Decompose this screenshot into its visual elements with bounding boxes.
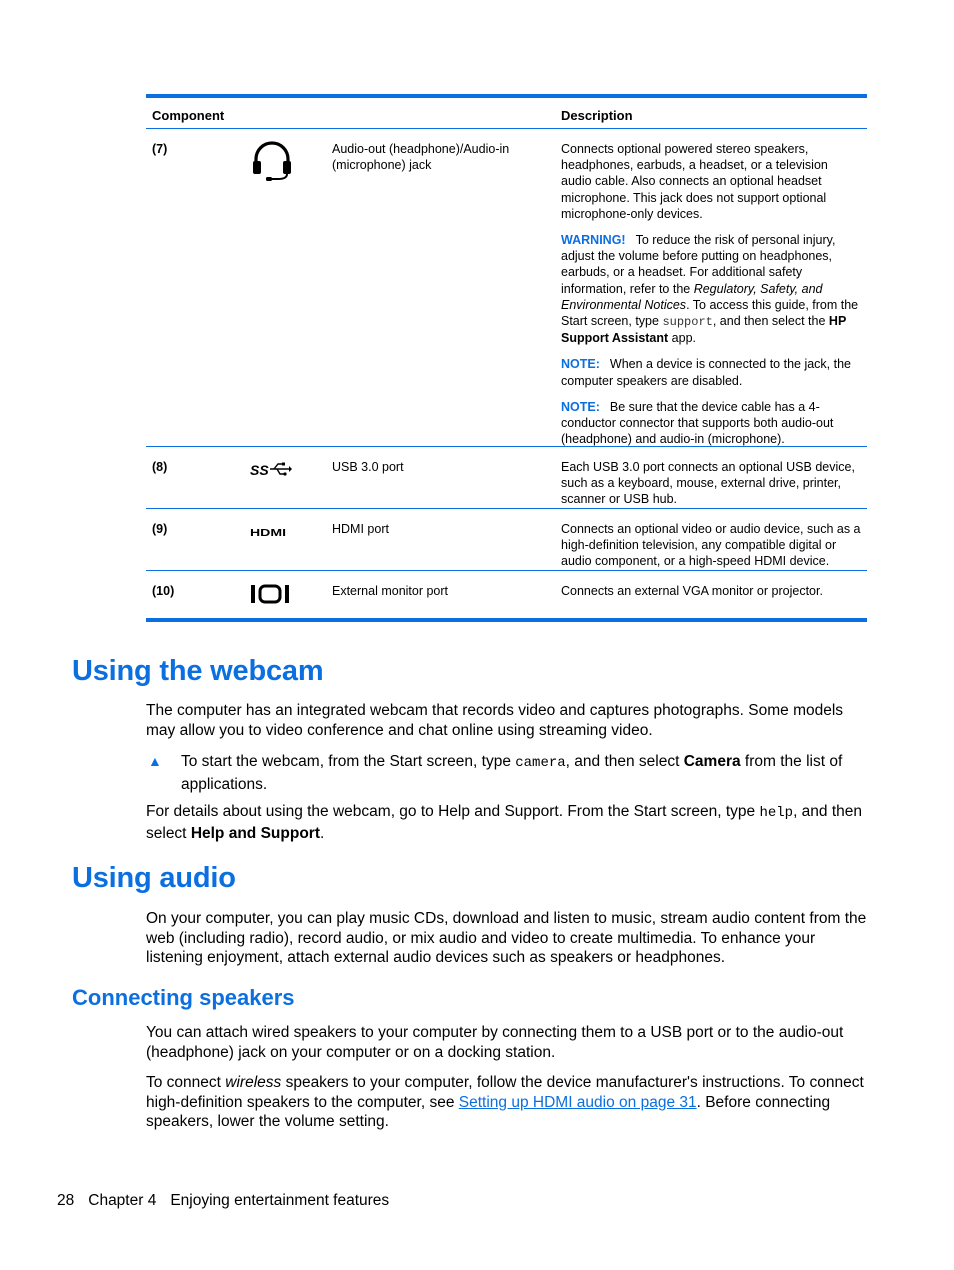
help-text: For details about using the webcam, go to Help and Support. From the Start screen, type (146, 803, 760, 820)
svg-text:HDMI: HDMI (250, 528, 287, 537)
speakers-text: To connect (146, 1074, 226, 1091)
instruction-code: camera (515, 755, 566, 771)
page-footer (57, 1192, 403, 1210)
component-description: Connects an external VGA monitor or projector. (561, 584, 823, 598)
instruction-text (181, 751, 871, 795)
table-bottom-rule (146, 618, 867, 622)
component-name: Audio-out (headphone)/Audio-in (microphone) jack (332, 142, 510, 173)
table-row (146, 571, 867, 620)
warning-code: support (662, 315, 713, 330)
warning-text: To reduce the risk of personal injury, adjust the volume before putting on headphones, earbuds, or a headset. For additional safety information, refer to the (561, 233, 836, 296)
usb-superspeed-icon (250, 461, 292, 483)
heading-connecting-speakers: Connecting speakers (72, 985, 295, 1010)
warning-text-2: . To access this guide, from the Start screen, type (561, 297, 859, 329)
row-number: (9) (152, 522, 168, 536)
hdmi-icon (250, 525, 288, 541)
speakers-text: . Before connecting speakers, lower the volume setting. (146, 1093, 831, 1131)
row-number: (10) (152, 584, 175, 598)
page-number: 28 (57, 1192, 75, 1209)
warning-note (561, 232, 861, 346)
heading-using-audio: Using audio (72, 862, 236, 894)
triangle-bullet-icon: ▲ (148, 753, 162, 769)
warning-text-4: app. (668, 331, 696, 346)
speakers-text: speakers to your computer, follow the device manufacturer's instructions. To connect high-definition speakers to the computer, see (146, 1074, 864, 1111)
components-table (146, 94, 867, 620)
warning-italic: Regulatory, Safety, and Environmental Notices (561, 281, 823, 312)
speakers-italic: wireless (225, 1074, 282, 1091)
instruction-part: from the list of applications. (181, 753, 843, 793)
note-text: When a device is connected to the jack, the computer speakers are disabled. (561, 357, 852, 388)
note-2 (561, 399, 861, 448)
component-name: USB 3.0 port (332, 460, 404, 474)
heading-using-webcam: Using the webcam (72, 655, 324, 687)
header-description: Description (561, 108, 633, 123)
note-1 (561, 356, 861, 388)
table-row (146, 447, 867, 509)
external-monitor-icon (250, 583, 290, 609)
note-label: NOTE: (561, 399, 600, 414)
note-text: Be sure that the device cable has a 4-conductor connector that supports both audio-out (headphone) and audio-in (microphone). (561, 399, 834, 447)
help-bold: Help and Support (190, 824, 320, 842)
audio-paragraph: On your computer, you can play music CDs, download and listen to music, stream audio content from the web (including radio), record audio, or mix audio and video to create multimedia. To enhance your listening enjoyment, attach external audio devices such as speakers or headphones. (146, 910, 867, 967)
table-header (146, 98, 867, 129)
webcam-paragraph: The computer has an integrated webcam that records video and captures photographs. Some models may allow you to video conference and chat online using streaming video. (146, 702, 844, 739)
header-component: Component (152, 108, 225, 123)
description-text: Connects optional powered stereo speakers, headphones, earbuds, a headset, or a television audio cable. Also connects an optional headset microphone. This jack does not support optional microphone-only devices. (561, 142, 828, 221)
table-row (146, 509, 867, 571)
help-text: . (319, 824, 325, 842)
warning-text-3: , and then select the (712, 314, 829, 329)
instruction-part: , and then select (565, 753, 684, 770)
headset-icon (250, 139, 294, 187)
speakers-paragraph-2 (146, 1073, 870, 1132)
help-code: help (759, 805, 794, 821)
instruction-bold: Camera (683, 753, 741, 770)
component-description: Each USB 3.0 port connects an optional USB device, such as a keyboard, mouse, external drive, printer, scanner or USB hub. (561, 460, 855, 507)
component-name: External monitor port (332, 584, 449, 598)
note-label: NOTE: (561, 357, 600, 372)
help-text: , and then select (146, 803, 863, 842)
component-description: Connects an optional video or audio device, such as a high-definition television, any compatible digital or audio component, or a high-speed HDMI device. (561, 522, 861, 569)
webcam-help-paragraph (146, 802, 870, 844)
instruction-part: To start the webcam, from the Start screen, type (181, 753, 516, 770)
component-description (561, 141, 861, 457)
warning-bold: HP Support Assistant (561, 314, 847, 346)
chapter-label: Chapter 4 (88, 1192, 157, 1209)
hdmi-audio-link[interactable]: Setting up HDMI audio on page 31 (458, 1093, 697, 1111)
table-row (146, 129, 867, 447)
warning-label: WARNING! (561, 233, 626, 248)
row-number: (7) (152, 142, 168, 156)
speakers-paragraph-1: You can attach wired speakers to your computer by connecting them to a USB port or to the audio-out (headphone) jack on your computer or on a docking station. (146, 1024, 844, 1061)
component-name: HDMI port (332, 522, 389, 536)
row-number: (8) (152, 460, 168, 474)
svg-text:SS: SS (250, 462, 269, 478)
chapter-title: Enjoying entertainment features (170, 1192, 390, 1209)
